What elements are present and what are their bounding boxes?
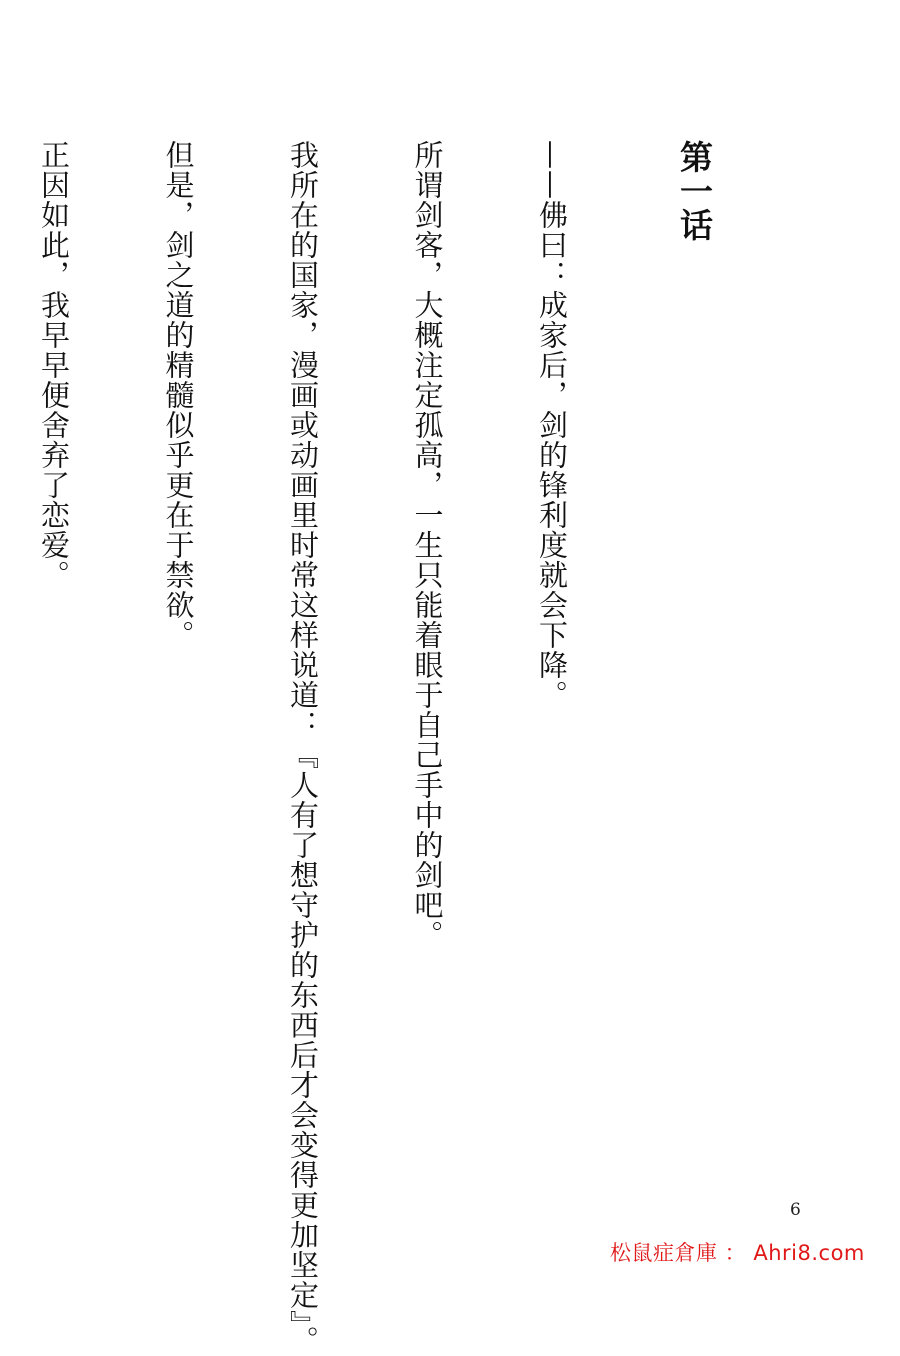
text-line-5: 正因如此，我早早便舍弃了恋爱。 [37,140,71,590]
text-line-2: 所谓剑客，大概注定孤高，一生只能着眼于自己手中的剑吧。 [410,140,445,950]
text-line-3: 我所在的国家，漫画或动画里时常这样说道：『人有了想守护的东西后才会变得更加坚定』。 [286,140,320,1356]
watermark-text: 松鼠症倉庫 ： Ahri8.com [610,1241,865,1265]
text-line-1: ——佛曰：成家后，剑的锋利度就会下降。 [535,140,569,710]
text-line-4: 但是，剑之道的精髓似乎更在于禁欲。 [161,140,196,650]
chapter-title: 第一话 [675,140,714,242]
page-number: 6 [790,1200,801,1220]
